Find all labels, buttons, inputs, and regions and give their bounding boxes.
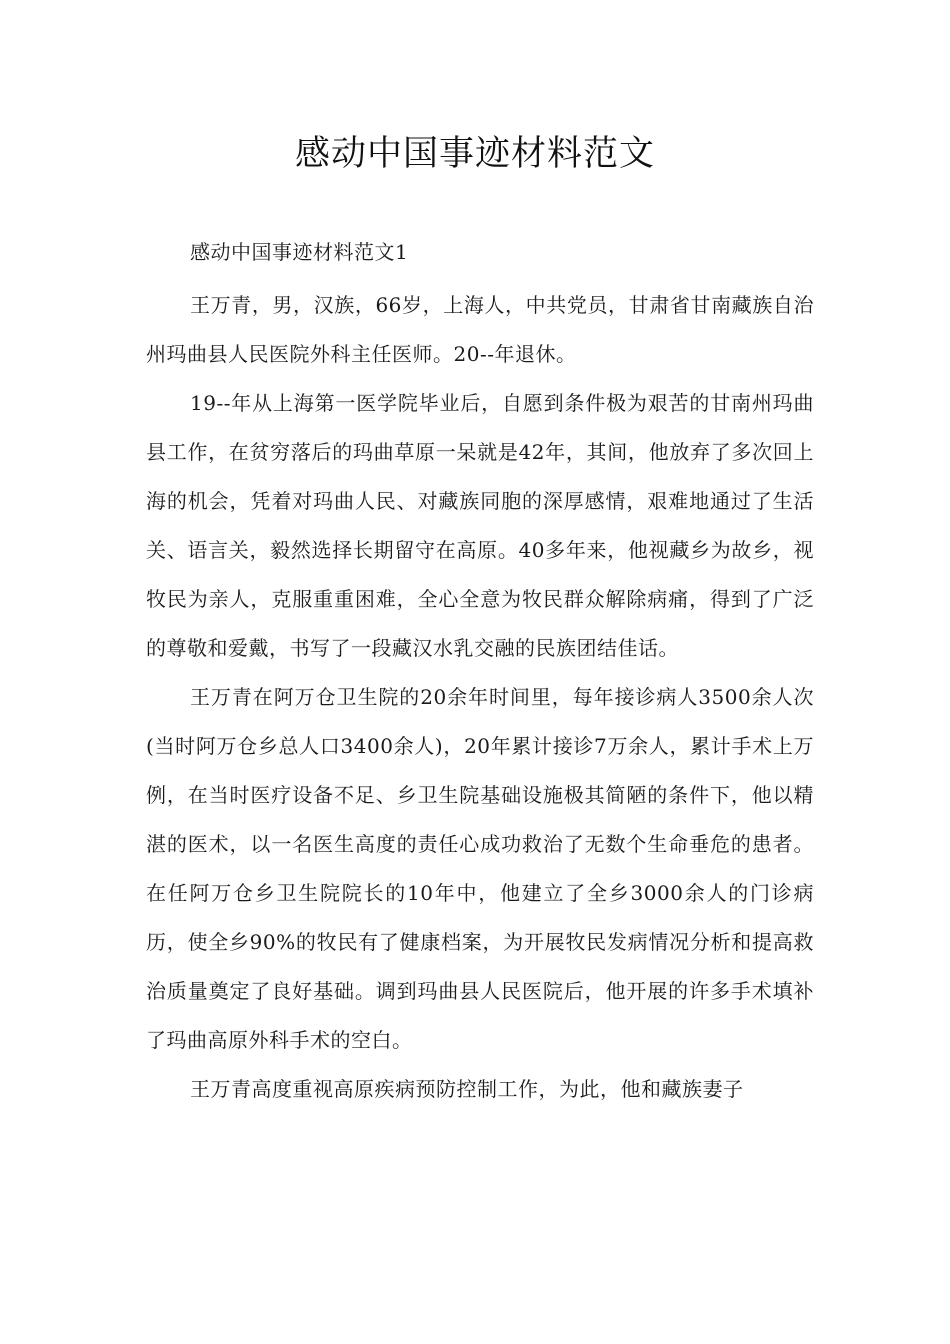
document-title: 感动中国事迹材料范文	[294, 134, 655, 174]
paragraph-4: 王万青高度重视高原疾病预防控制工作，为此，他和藏族妻子	[190, 1077, 744, 1101]
document-body	[146, 228, 814, 1114]
paragraph-1: 王万青，男，汉族，66岁，上海人，中共党员，甘肃省甘南藏族自治州玛曲县人民医院外科主任医师。20--年退休。	[146, 293, 814, 366]
paragraph-2: 19--年从上海第一医学院毕业后，自愿到条件极为艰苦的甘南州玛曲县工作，在贫穷落后的玛曲草原一呆就是42年，其间，他放弃了多次回上海的机会，凭着对玛曲人民、对藏族同胞的深厚感情，艰难地通过了生活关、语言关，毅然选择长期留守在高原。40多年来，他视藏乡为故乡，视牧民为亲人，克服重重困难，全心全意为牧民群众解除病痛，得到了广泛的尊敬和爱戴，书写了一段藏汉水乳交融的民族团结佳话。	[146, 391, 814, 660]
section-heading: 感动中国事迹材料范文1	[190, 240, 409, 264]
paragraph-3: 王万青在阿万仓卫生院的20余年时间里，每年接诊病人3500余人次(当时阿万仓乡总人口3400余人)，20年累计接诊7万余人，累计手术上万例，在当时医疗设备不足、乡卫生院基础设施极其简陋的条件下，他以精湛的医术，以一名医生高度的责任心成功救治了无数个生命垂危的患者。在任阿万仓乡卫生院院长的10年中，他建立了全乡3000余人的门诊病历，使全乡90%的牧民有了健康档案，为开展牧民发病情况分析和提高救治质量奠定了良好基础。调到玛曲县人民医院后，他开展的许多手术填补了玛曲高原外科手术的空白。	[146, 685, 814, 1052]
